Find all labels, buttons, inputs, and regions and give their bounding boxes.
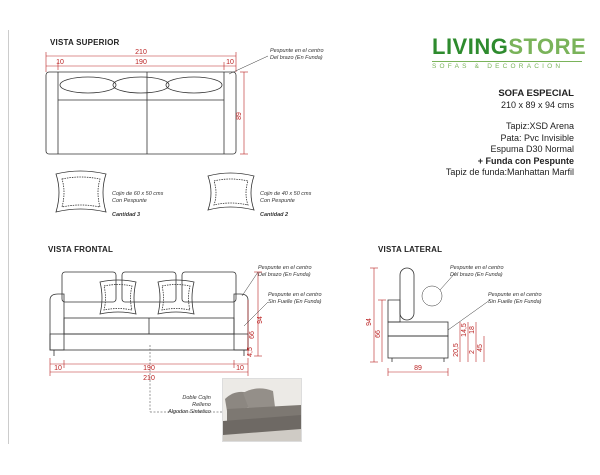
logo-tagline: SOFAS & DECORACION	[432, 63, 564, 70]
front-arm-leader	[242, 272, 258, 296]
dim-side-back: 45	[477, 344, 484, 352]
top-view-sofa	[46, 72, 236, 154]
top-view-title: VISTA SUPERIOR	[50, 38, 120, 47]
note-front-arm: Pespunte en el centro Del brazo (En Funda)	[258, 265, 312, 278]
front-view-dimensions	[50, 272, 262, 376]
note-side-seat: Pespunte en el centro Sin Fuelle (En Funda)	[488, 292, 542, 305]
dim-top-depth: 89	[236, 112, 243, 120]
spec-line: Espuma D30 Normal	[490, 144, 574, 154]
spec-line: Tapiz:XSD Arena	[505, 121, 574, 131]
dim-top-total: 210	[135, 49, 147, 56]
side-view-title: VISTA LATERAL	[378, 245, 443, 254]
dim-front-right: 10	[236, 365, 244, 372]
side-arm-leader	[440, 272, 456, 290]
note-cushion-large-qty: Cantidad 3	[112, 212, 141, 218]
dim-top-mid: 190	[135, 59, 147, 66]
dim-side-cushion2: 18	[469, 326, 476, 334]
note-front-seat: Pespunte en el centro Sin Fuelle (En Funda)	[268, 292, 322, 305]
note-top-arm: Pespunte en el centro Del brazo (En Funda)	[270, 48, 324, 61]
dim-top-left: 10	[56, 59, 64, 66]
spec-line: Pata: Pvc Invisible	[500, 132, 574, 143]
dim-side-height: 94	[366, 318, 373, 326]
dim-front-total: 210	[143, 375, 155, 382]
spec-highlight: + Funda con Pespunte	[477, 155, 574, 166]
logo-text-living: LIVING	[432, 34, 509, 59]
dim-side-cushion1: 14,5	[461, 323, 468, 337]
note-photo-label: Doble Cojin Relleno Algodon Sintetico	[168, 395, 211, 415]
spec-title: SOFA ESPECIAL	[498, 88, 574, 99]
dim-top-right: 10	[226, 59, 234, 66]
dim-side-foot: 2	[469, 350, 476, 354]
note-cushion-small-text: Cojin de 40 x 50 cms Con Pespunte	[260, 191, 312, 204]
dim-front-mid: 190	[143, 365, 155, 372]
photo-sofa-illustration	[223, 379, 301, 441]
note-cushion-small-qty: Cantidad 2	[260, 212, 289, 218]
dim-side-depth: 89	[414, 365, 422, 372]
side-seat-leader	[448, 300, 490, 330]
dim-side-seat-height: 66	[375, 330, 382, 338]
note-cushion-large-text: Cojin de 60 x 50 cms Con Pespunte	[112, 191, 164, 204]
spec-fabric: Tapiz de funda:Manhattan Marfil	[445, 167, 574, 177]
note-side-arm: Pespunte en el centro Del brazo (En Funda)	[450, 265, 504, 278]
logo-text-store: STORE	[508, 34, 587, 59]
dim-front-height: 94	[257, 316, 264, 324]
front-view-title: VISTA FRONTAL	[48, 245, 114, 254]
top-arm-leader	[229, 56, 268, 74]
dim-front-seat-height: 66	[249, 331, 256, 339]
product-photo	[222, 378, 302, 442]
dim-front-foot: 4,5	[247, 347, 254, 357]
cushion-small-drawing	[208, 173, 254, 210]
front-view-sofa	[50, 272, 248, 356]
dim-side-bottom: 20,5	[453, 343, 460, 357]
spec-size: 210 x 89 x 94 cms	[500, 99, 574, 110]
side-view-sofa	[388, 268, 448, 362]
dim-front-left: 10	[54, 365, 62, 372]
cushion-large-drawing	[56, 171, 106, 212]
